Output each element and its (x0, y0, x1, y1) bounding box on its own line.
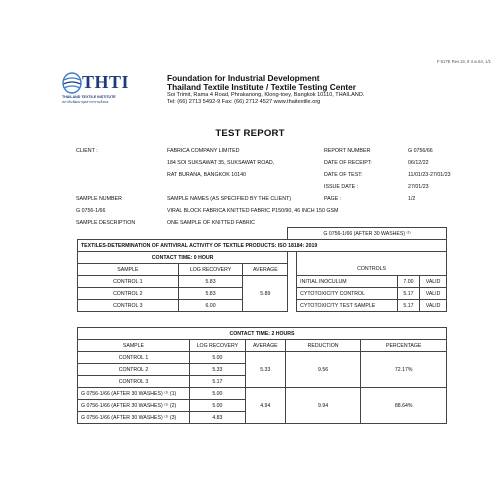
row-sample: CONTROL 1 (78, 352, 190, 364)
row-sample: G 0756-1/66 (AFTER 30 WASHES) ⁽¹⁾ (3) (78, 412, 190, 424)
header-log-recovery: LOG RECOVERY (189, 340, 245, 352)
results-table-0h (77, 227, 447, 312)
row-log: 5.17 (189, 376, 245, 388)
header-controls: CONTROLS (297, 264, 447, 276)
form-number: F-017E Rev.19, 9 ส.ค.64, 1/1 (436, 59, 491, 64)
header-average: AVERAGE (243, 264, 288, 276)
row-sample: CONTROL 3 (78, 376, 190, 388)
control-status: VALID (420, 288, 447, 300)
row-log: 5.33 (189, 364, 245, 376)
control-value: 5.17 (397, 300, 419, 312)
header-sample: SAMPLE (78, 340, 190, 352)
client-name: FABRICA COMPANY LIMITED (167, 148, 240, 154)
date-receipt-label: DATE OF RECEIPT: (324, 160, 372, 166)
group-percentage: 88.64% (361, 388, 447, 424)
row-log: 5.00 (189, 352, 245, 364)
logo-sub-en: THAILAND TEXTILE INSTITUTE (62, 95, 116, 99)
header-log-recovery: LOG RECOVERY (178, 264, 243, 276)
row-log: 5.00 (189, 400, 245, 412)
control-value: 7.00 (397, 276, 419, 288)
sample-description: ONE SAMPLE OF KNITTED FABRIC (167, 220, 256, 226)
control-name: CYTOTOXICITY TEST SAMPLE (297, 300, 398, 312)
sample-description-label: SAMPLE DESCRIPTION (76, 220, 136, 226)
logo-letters: THTI (82, 72, 130, 92)
header-percentage: PERCENTAGE (361, 340, 447, 352)
sample-number: G 0756-1/66 (76, 208, 106, 214)
issue-date-label: ISSUE DATE : (324, 184, 359, 190)
control-value: 5.17 (397, 288, 419, 300)
row-sample: CONTROL 1 (78, 276, 179, 288)
table-header-row (78, 264, 447, 276)
page-value: 1/2 (408, 196, 416, 202)
thti-logo (62, 72, 130, 104)
row-sample: CONTROL 2 (78, 364, 190, 376)
report-title: TEST REPORT (215, 128, 285, 139)
results-table-2h (77, 327, 447, 424)
group-reduction: 9.56 (285, 352, 361, 388)
contact-time-2h: CONTACT TIME: 2 HOURS (78, 328, 447, 340)
control-name: CYTOTOXICITY CONTROL (297, 288, 398, 300)
report-number-label: REPORT NUMBER (324, 148, 371, 154)
contact-time-row (78, 328, 447, 340)
org-line1: Foundation for Industrial Development (167, 73, 320, 83)
row-log: 6.00 (178, 300, 243, 312)
method-row (78, 240, 447, 252)
issue-date-value: 27/01/23 (408, 184, 429, 190)
control-status: VALID (420, 300, 447, 312)
control-name: INITIAL INOCULUM (297, 276, 398, 288)
sample-ref-row (78, 228, 447, 240)
group-average: 4.94 (245, 388, 285, 424)
row-average: 5.89 (243, 276, 288, 312)
group-percentage: 72.17% (361, 352, 447, 388)
client-address-1: 184 SOI SUKSAWAT 35, SUKSAWAT ROAD, (167, 160, 275, 166)
sample-names-label: SAMPLE NAMES (AS SPECIFIED BY THE CLIENT) (167, 196, 292, 202)
client-label: CLIENT : (76, 148, 98, 154)
row-sample: G 0756-1/66 (AFTER 30 WASHES) ⁽¹⁾ (2) (78, 400, 190, 412)
logo-sub-th: สถาบันพัฒนาอุตสาหกรรมสิ่งทอ (62, 100, 109, 104)
org-header (167, 74, 364, 106)
table-row (78, 352, 447, 364)
contact-time-0h: CONTACT TIME: 0 HOUR (78, 252, 288, 264)
header-reduction: REDUCTION (285, 340, 361, 352)
globe-logo-icon (62, 72, 82, 94)
table-row (78, 276, 447, 288)
table-row (78, 388, 447, 400)
row-log: 5.83 (178, 288, 243, 300)
date-test-label: DATE OF TEST: (324, 172, 363, 178)
group-average: 5.33 (245, 352, 285, 388)
sample-name: VIRAL BLOCK FABRICA KNITTED FABRIC P150/90, 46 INCH 150 GSM (167, 208, 339, 214)
table-header-row (78, 340, 447, 352)
org-contact: Tel: (66) 2713 5492-9 Fax: (66) 2712 4527 www.thaitextile.org (167, 99, 321, 105)
org-line2: Thailand Textile Institute / Textile Testing Center (167, 82, 357, 92)
report-number-value: G 0756/66 (408, 148, 433, 154)
control-status: VALID (420, 276, 447, 288)
group-reduction: 9.94 (285, 388, 361, 424)
org-address: Soi Trimit, Rama 4 Road, Phrakanong, Klong-toey, Bangkok 10110, THAILAND. (167, 92, 365, 98)
method-heading: TEXTILES-DETERMINATION OF ANTIVIRAL ACTIVITY OF TEXTILE PRODUCTS: ISO 18184: 2019 (78, 240, 447, 252)
header-average: AVERAGE (245, 340, 285, 352)
row-log: 4.83 (189, 412, 245, 424)
contact-time-row (78, 252, 447, 264)
header-sample: SAMPLE (78, 264, 179, 276)
row-sample: CONTROL 3 (78, 300, 179, 312)
date-receipt-value: 06/12/22 (408, 160, 429, 166)
date-test-value: 11/01/23-27/01/23 (408, 172, 451, 178)
row-sample: CONTROL 2 (78, 288, 179, 300)
row-log: 5.83 (178, 276, 243, 288)
client-address-2: RAT BURANA, BANGKOK 10140 (167, 172, 246, 178)
row-sample: G 0756-1/66 (AFTER 30 WASHES) ⁽¹⁾ (1) (78, 388, 190, 400)
row-log: 5.00 (189, 388, 245, 400)
sample-number-label: SAMPLE NUMBER (76, 196, 122, 202)
page-label: PAGE : (324, 196, 342, 202)
sample-ref-cell: G 0756-1/66 (AFTER 30 WASHES) ⁽¹⁾ (288, 228, 447, 240)
